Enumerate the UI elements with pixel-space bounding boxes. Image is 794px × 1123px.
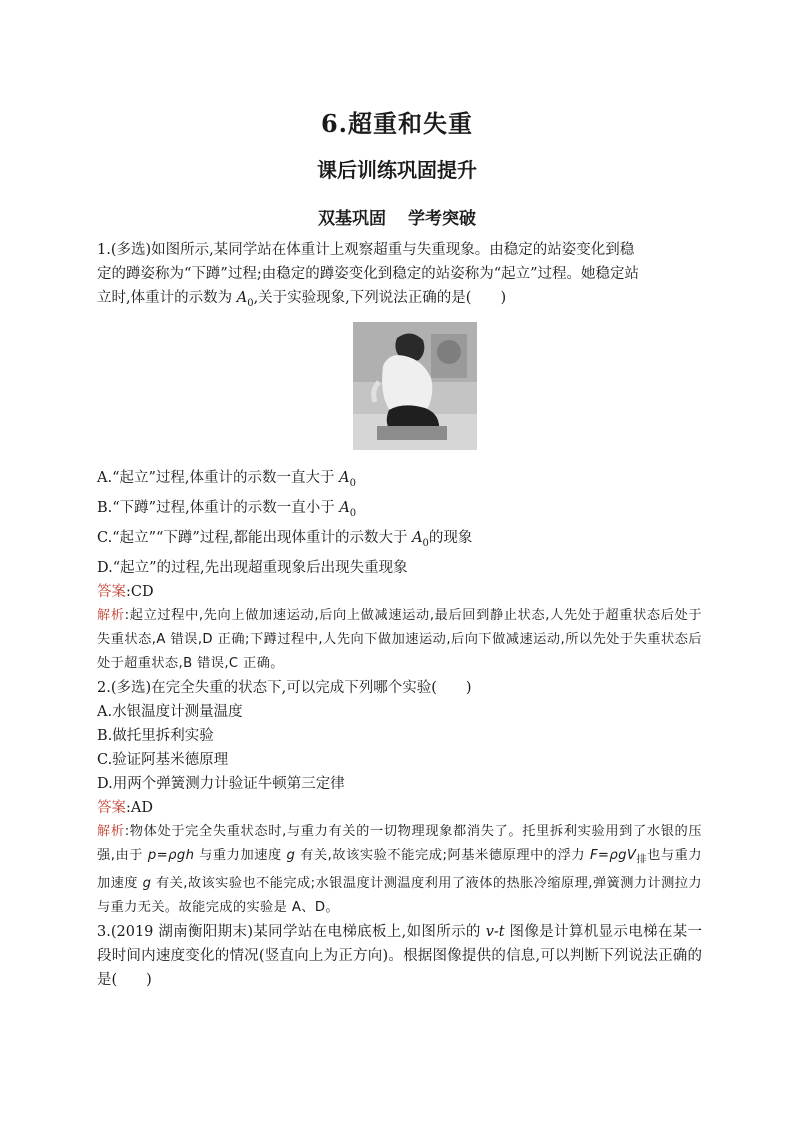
q1-stem-var: A (236, 290, 248, 306)
q3-stem: 3.(2019 湖南衡阳期末)某同学站在电梯底板上,如图所示的 v-t 图像是计算机显示电梯在某一段时间内速度变化的情况(竖直向上为正方向)。根据图像提供的信息,可以判断下列说法正确的是( ) (97, 924, 703, 989)
q1-tag: (多选) (110, 242, 152, 258)
q1-option-c: C.“起立”“下蹲”过程,都能出现体重计的示数大于 $A_0$的现象 (97, 529, 473, 549)
q1-explanation (97, 604, 702, 676)
q1-option-a: A.“起立”过程,体重计的示数一直大于 $A_0$ (97, 469, 356, 489)
q2-answer-label: 答案 (97, 799, 126, 816)
q2-answer-value: :AD (126, 799, 153, 816)
q1-stem-d: ,关于实验现象,下列说法正确的是( ) (253, 290, 507, 306)
q1-figure (97, 322, 702, 462)
q2-formula-pressure: p=ρgh (147, 847, 195, 863)
q1-stem-line-1 (97, 238, 702, 262)
q1-explain-label: 解析 (97, 607, 125, 623)
q1-stem-line-2: 定的蹲姿称为“下蹲”过程;由稳定的蹲姿变化到稳定的站姿称为“起立”过程。她稳定站 (97, 266, 640, 282)
section-heading (0, 204, 794, 229)
q1-option-b: B.“下蹲”过程,体重计的示数一直小于 $A_0$ (97, 499, 357, 519)
page-subtitle: 课后训练巩固提升 (317, 158, 477, 182)
q2-formula-buoyancy: F=ρgV (589, 847, 637, 863)
q1-answer-label: 答案 (97, 583, 126, 600)
q2-option-d: D.用两个弹簧测力计验证牛顿第三定律 (97, 775, 345, 792)
photo-illustration-icon (353, 322, 477, 450)
q1-answer (97, 580, 702, 604)
q3-source: (2019 湖南衡阳期末) (110, 924, 253, 941)
q2-option-a: A.水银温度计测量温度 (97, 703, 243, 720)
section-heading-left: 双基巩固 (318, 209, 386, 229)
question-3 (97, 920, 702, 992)
q1-option-d: D.“起立”的过程,先出现超重现象后出现失重现象 (97, 559, 408, 576)
question-2 (97, 676, 702, 921)
q1-number: 1. (97, 242, 111, 258)
q1-stem-sub: 0 (247, 297, 254, 309)
page-title: 6.超重和失重 (320, 109, 474, 138)
question-body (97, 238, 702, 992)
q2-explain-label: 解析 (97, 823, 125, 839)
q1-stem-c: 立时,体重计的示数为 (97, 290, 237, 306)
question-1 (97, 238, 702, 676)
student-squatting-photo (353, 322, 477, 450)
q1-stem-line-3 (97, 286, 702, 316)
section-heading-right: 学考突破 (408, 209, 476, 229)
q2-answer (97, 796, 702, 820)
q2-option-c: C.验证阿基米德原理 (97, 751, 229, 768)
q1-explain-text: :起立过程中,先向上做加速运动,后向上做减速运动,最后回到静止状态,人先处于超重状态后处于失重状态,A 错误,D 正确;下蹲过程中,人先向下做加速运动,后向下做减速运动,所以先处于失重状态后处于超重状态,B 错误,C 正确。 (97, 607, 702, 671)
q1-stem-a: 如图所示,某同学站在体重计上观察超重与失重现象。由稳定的站姿变化到稳 (151, 242, 635, 258)
q2-stem: 2.(多选)在完全失重的状态下,可以完成下列哪个实验( ) (97, 679, 472, 696)
q1-answer-value: :CD (126, 583, 154, 600)
q2-option-b: B.做托里拆利实验 (97, 727, 214, 744)
q2-explanation: 解析:物体处于完全失重状态时,与重力有关的一切物理现象都消失了。托里拆利实验用到了水银的压强,由于 p=ρgh 与重力加速度 g 有关,故该实验不能完成;阿基米德原理中的浮力 F=ρgV$_排$也与重力加速度 g 有关,故该实验也不能完成;水银温度计测温度利用了液体的热胀冷缩原理,弹簧测力计测拉力与重力无关。故能完成的实验是 A、D。 (97, 823, 702, 916)
